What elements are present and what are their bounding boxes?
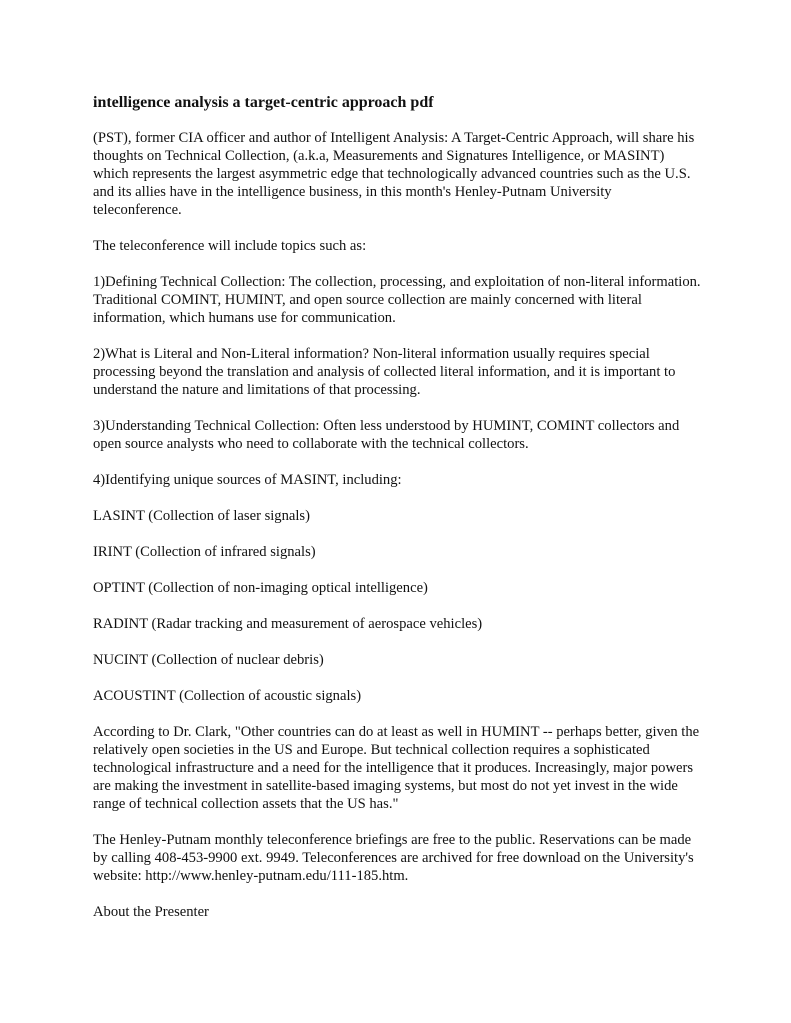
paragraph-quote: According to Dr. Clark, "Other countries can do at least as well in HUMINT -- perhaps better, given the relatively open societies in the US and Europe. But technical collection requires a sophisticated technological infrastructure and a need for the intelligence that it produces. Increasingly, major powers are making the investment in satellite-based imaging systems, but most do not yet invest in the wide range of technical collection assets that the US has." — [93, 724, 700, 812]
paragraph-topic-1: 1)Defining Technical Collection: The collection, processing, and exploitation of non-literal information. Traditional COMINT, HUMINT, and open source collection are mainly concerned with literal information, which humans use for communication. — [93, 274, 701, 326]
paragraph-topic-4: 4)Identifying unique sources of MASINT, including: — [93, 472, 402, 488]
document-page — [93, 93, 703, 921]
paragraph-topics-intro: The teleconference will include topics such as: — [93, 238, 367, 254]
list-item-lasint: LASINT (Collection of laser signals) — [93, 508, 310, 524]
list-item-irint: IRINT (Collection of infrared signals) — [93, 544, 316, 560]
paragraph-reservations: The Henley-Putnam monthly teleconference briefings are free to the public. Reservations can be made by calling 408-453-9900 ext. 9949. Teleconferences are archived for free download on the University's website: http://www.henley-putnam.edu/111-185.htm. — [93, 832, 694, 884]
paragraph-topic-3: 3)Understanding Technical Collection: Often less understood by HUMINT, COMINT collectors and open source analysts who need to collaborate with the technical collectors. — [93, 418, 680, 452]
paragraph-topic-2: 2)What is Literal and Non-Literal information? Non-literal information usually requires special processing beyond the translation and analysis of collected literal information, and it is important to understand the nature and limitations of that processing. — [93, 346, 676, 398]
list-item-nucint: NUCINT (Collection of nuclear debris) — [93, 652, 324, 668]
document-title: intelligence analysis a target-centric approach pdf — [93, 94, 434, 111]
section-heading-presenter: About the Presenter — [93, 904, 209, 920]
list-item-radint: RADINT (Radar tracking and measurement of aerospace vehicles) — [93, 616, 483, 632]
list-item-acoustint: ACOUSTINT (Collection of acoustic signals) — [93, 688, 362, 704]
paragraph-intro: (PST), former CIA officer and author of Intelligent Analysis: A Target-Centric Approach, will share his thoughts on Technical Collection, (a.k.a, Measurements and Signatures Intelligence, or MASINT) which represents the largest asymmetric edge that technologically advanced countries such as the U.S. and its allies have in the intelligence business, in this month's Henley-Putnam University teleconference. — [93, 130, 695, 218]
list-item-optint: OPTINT (Collection of non-imaging optical intelligence) — [93, 580, 428, 596]
